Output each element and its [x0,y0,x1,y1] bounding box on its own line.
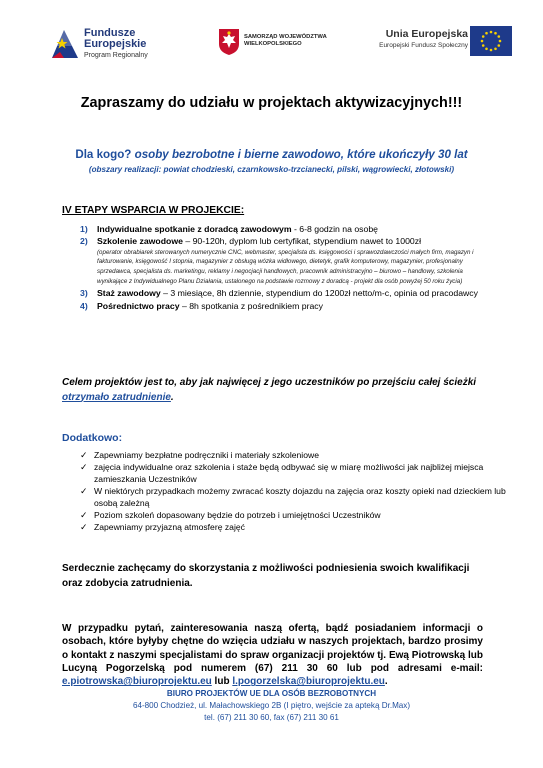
stage-detail: (operator obrabiarek sterowanych numerycznie CNC, webmaster, specjalista ds. księgowości i sprawozdawczości małych firm, magazyn i fakturowanie, księgowość I stopnia, magazynier z obsługą wózka widłowego, dietetyk, grafik komputerowy, magazynier, profesjonalny sprzedawca, specjalista ds. marketingu, reklamy i negocjacji handlowych, pracownik administracyjno – biurowo – handlowy, szkolenia wynikające z Indywidualnego Planu Działania, ustalonego na podstawie rozmowy z doradcą - projekt dla osób powyżej 50 roku życia) [97,248,474,285]
email-link-piotrowska[interactable]: e.piotrowska@biuroprojektu.eu [62,676,212,688]
extras-list [80,449,510,533]
fundusze-europejskie-logo [50,28,180,64]
eu-flag-icon [470,26,512,56]
fe-star-icon [50,28,80,60]
encourage-text: Serdecznie zachęcamy do skorzystania z możliwości podniesienia swoich kwalifikacji oraz zdobycia zatrudnienia. [62,563,470,589]
list-item: ✓ Zapewniamy bezpłatne podręczniki i materiały szkoleniowe [80,450,319,460]
target-group [0,148,543,161]
sw-line1: SAMORZĄD WOJEWÓDZTWA [244,34,327,40]
extras-title: Dodatkowo: [62,432,123,444]
project-goal: Celem projektów jest to, aby jak najwięcej z jego uczestników po przejściu całej ścieżki otrzymało zatrudnienie. [62,377,477,403]
ue-line2: Europejski Fundusz Społeczny [379,42,468,49]
list-item: ✓ W niektórych przypadkach możemy zwracać koszty dojazdu na zajęcia oraz koszty opieki nad dzieckiem lub osobą zależną [80,486,506,508]
stages-title: IV ETAPY WSPARCIA W PROJEKCIE: [62,205,245,216]
stages-list [80,223,490,312]
stage-item: 2) Szkolenie zawodowe – 90-120h, dyplom lub certyfikat, stypendium nawet to 1000zł (operator obrabiarek sterowanych numerycznie CNC, webmaster, specjalista ds. księgowości i sprawozdawczości małych firm, magazyn i fakturowanie, księgowość I stopnia, magazynier z obsługą wózka widłowego, dietetyk, grafik komputerowy, magazynier, profesjonalny sprzedawca, specjalista ds. marketingu, reklamy i negocjacji handlowych, pracownik administracyjno – biurowo – handlowy, szkolenia wynikające z Indywidualnego Planu Działania, ustalonego na podstawie rozmowy z doradcą - projekt dla osób powyżej 50 roku życia) [80,235,490,286]
unia-europejska-logo [360,26,520,62]
samorzad-logo [218,28,328,60]
eagle-crest-icon [218,28,240,56]
realization-areas: (obszary realizacji: powiat chodzieski, czarnkowsko-trzcianecki, pilski, wągrowiecki, złotowski) [88,165,455,174]
footer-address: 64-800 Chodzież, ul. Małachowskiego 2B (I piętro, wejście za apteką Dr.Max) [132,701,411,710]
checkmark-icon: ✓ [80,510,88,520]
target-question: Dla kogo? [75,148,132,161]
checkmark-icon: ✓ [80,462,88,472]
sw-line2: WIELKOPOLSKIEGO [244,41,302,47]
list-item: ✓ Zapewniamy przyjazną atmosferę zajęć [80,522,245,532]
list-item: ✓ zajęcia indywidualne oraz szkolenia i staże będą odbywać się w miarę możliwości jak najbliżej miejsca zamieszkania Uczestników [80,462,484,484]
footer-org-name: BIURO PROJEKTÓW UE DLA OSÓB BEZROBOTNYCH [166,689,377,698]
ue-line1: Unia Europejska [385,28,468,40]
footer [0,688,543,724]
contact-paragraph: W przypadku pytań, zainteresowania naszą ofertą, bądź posiadaniem informacji o osobach, które byłyby chętne do wzięcia udziału w naszych projektach, bardzo prosimy o kontakt z naszymi specjalistami do spraw organizacji projektów tj. Ewą Piotrowską lub Lucyną Pogorzelską pod numerem (67) 211 30 60 lub pod adresami e-mail: e.piotrowska@biuroprojektu.eu lub l.pogorzelska@biuroprojektu.eu. [62,623,483,688]
email-link-pogorzelska[interactable]: l.pogorzelska@biuroprojektu.eu [232,676,385,688]
fe-line1: Fundusze [84,27,136,39]
stage-item: 3) Staż zawodowy – 3 miesiące, 8h dziennie, stypendium do 1200zł netto/m-c, opinia od pracodawcy [80,288,478,299]
checkmark-icon: ✓ [80,522,88,532]
list-item: ✓ Poziom szkoleń dopasowany będzie do potrzeb i umiejętności Uczestników [80,510,381,520]
checkmark-icon: ✓ [80,486,88,496]
target-answer: osoby bezrobotne i bierne zawodowo, które ukończyły 30 lat [134,148,468,161]
page-title: Zapraszamy do udziału w projektach aktywizacyjnych!!! [80,95,463,111]
stage-item: 4) Pośrednictwo pracy – 8h spotkania z pośrednikiem pracy [80,300,323,311]
footer-phone: tel. (67) 211 30 60, fax (67) 211 30 61 [204,713,339,722]
stage-item: 1) Indywidualne spotkanie z doradcą zawodowym - 6-8 godzin na osobę [80,224,378,234]
fe-line2: Europejskie [84,38,147,50]
checkmark-icon: ✓ [80,450,88,460]
fe-line3: Program Regionalny [84,52,148,59]
